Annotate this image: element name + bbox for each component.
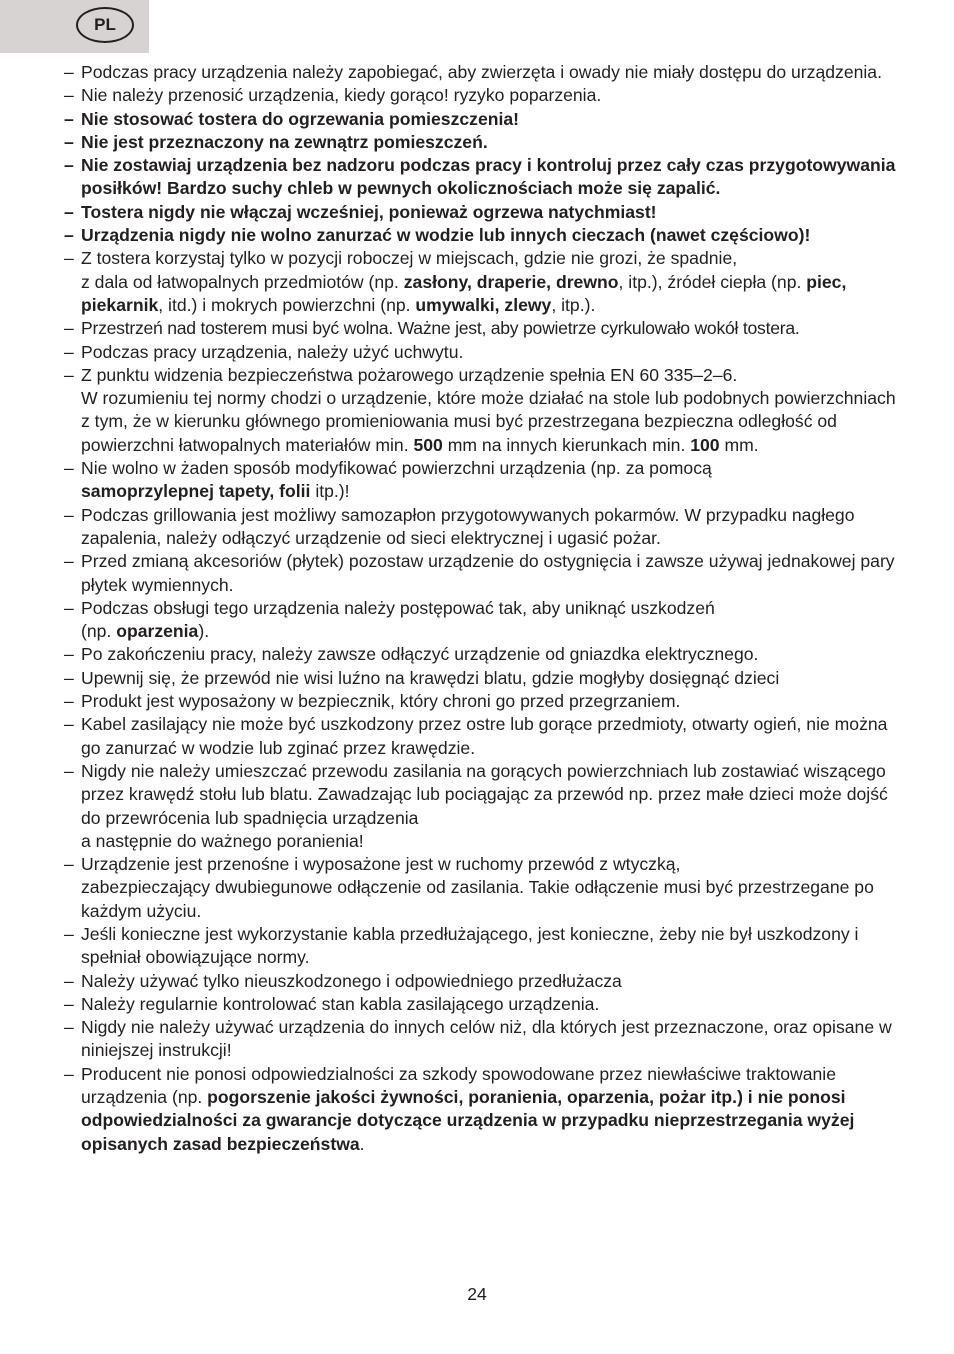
bold-text: 100 [690,434,720,455]
text-run: Po zakończeniu pracy, należy zawsze odłączyć urządzenie od gniazdka elektrycznego. [81,644,759,665]
text-run: Podczas obsługi tego urządzenia należy postępować tak, aby uniknąć uszkodzeń [81,597,715,618]
list-item [64,84,906,107]
text-run: Producent nie ponosi odpowiedzialności za szkody spowodowane przez niewłaściwe traktowanie urządzenia (np. [81,1063,837,1108]
safety-instructions-list [64,61,906,1156]
text-run: . [359,1133,365,1154]
list-item [64,108,906,131]
text-run: mm na innych kierunkach min. [442,434,691,455]
list-item [64,597,906,644]
list-item [64,247,906,317]
text-run: ). [198,621,210,642]
bold-text: Nie jest przeznaczony na zewnątrz pomieszczeń. [81,131,488,152]
text-run: Przestrzeń nad tosterem musi być wolna. Ważne jest, aby powietrze cyrkulowało wokół tostera. [81,318,800,339]
list-item [64,364,906,457]
list-item [64,713,906,760]
bold-text: Nie zostawiaj urządzenia bez nadzoru podczas pracy i kontroluj przez cały czas przygotowywania posiłków! Bardzo suchy chleb w pewnych okolicznościach może się zapalić. [81,155,896,199]
list-item [64,504,906,551]
text-run: Nie należy przenosić urządzenia, kiedy gorąco! ryzyko poparzenia. [81,85,602,106]
language-badge: PL [76,7,134,43]
text-run: , itp.). [551,294,596,315]
list-item [64,760,906,853]
text-run: Z tostera korzystaj tylko w pozycji roboczej w miejscach, gdzie nie grozi, że spadnie, [81,248,738,269]
text-run: Z punktu widzenia bezpieczeństwa pożarowego urządzenie spełnia EN 60 335–2–6. [81,364,738,385]
list-item [64,643,906,666]
text-run: mm. [719,434,759,455]
text-run: z dala od łatwopalnych przedmiotów (np. [81,271,404,292]
list-item [64,317,906,340]
text-run: (np. [81,621,117,642]
bold-text: Nie stosować tostera do ogrzewania pomieszczenia! [81,108,520,129]
list-item [64,690,906,713]
text-run: Podczas grillowania jest możliwy samozapłon przygotowywanych pokarmów. W przypadku nagłego zapalenia, należy odłączyć urządzenie od sieci elektrycznej i ugasić pożar. [81,504,855,548]
bold-text: Tostera nigdy nie włączaj wcześniej, ponieważ ogrzewa natychmiast! [81,201,657,222]
text-run: Nie wolno w żaden sposób modyfikować powierzchni urządzenia (np. za pomocą [81,458,712,479]
bold-text: pogorszenie jakości żywności, poranienia, oparzenia, pożar itp.) i nie ponosi odpowiedzialności za gwarancje dotyczące urządzenia w przypadku nieprzestrzegania wyżej opisanych zasad bezpieczeństwa [81,1087,855,1154]
text-run: Należy używać tylko nieuszkodzonego i odpowiedniego przedłużacza [81,970,622,991]
text-run: Urządzenie jest przenośne i wyposażone jest w ruchomy przewód z wtyczką, [81,854,681,875]
text-run: itp.)! [310,481,350,502]
list-item [64,201,906,224]
text-run: a następnie do ważnego poranienia! [81,830,364,851]
bold-text: oparzenia [116,621,199,642]
list-item [64,550,906,597]
text-run: Przed zmianą akcesoriów (płytek) pozostaw urządzenie do ostygnięcia i zawsze używaj jednakowej pary płytek wymiennych. [81,551,895,595]
text-run: Nigdy nie należy umieszczać przewodu zasilania na gorących powierzchniach lub zostawiać wiszącego przez krawędź stołu lub blatu. Zawadzając lub pociągając za przewód np. przez małe dzieci może dojść do przewrócenia lub spadnięcia urządzenia [81,760,888,828]
list-item [64,970,906,993]
text-run: , itp.), źródeł ciepła (np. [618,271,807,292]
list-item [64,224,906,247]
text-run: Należy regularnie kontrolować stan kabla zasilającego urządzenia. [81,993,600,1014]
list-item [64,923,906,970]
text-run: Nigdy nie należy używać urządzenia do innych celów niż, dla których jest przeznaczone, oraz opisane w niniejszej instrukcji! [81,1017,892,1061]
list-item [64,154,906,201]
bold-text: 500 [413,434,443,455]
list-item [64,667,906,690]
text-run: W rozumieniu tej normy chodzi o urządzenie, które może działać na stole lub podobnych powierzchniach z tym, że w kierunku głównego promieniowania musi być przestrzegana bezpieczna odległość od powierzchni łatwopalnych materiałów min. [81,388,896,455]
list-item [64,61,906,84]
text-run: Podczas pracy urządzenia, należy użyć uchwytu. [81,341,464,362]
text-run: zabezpieczający dwubiegunowe odłączenie od zasilania. Takie odłączenie musi być przestrzegane po każdym użyciu. [81,877,874,921]
list-item [64,853,906,923]
page-number: 24 [467,1284,487,1304]
language-tab [0,0,149,53]
list-item [64,1016,906,1063]
bold-text: umywalki, zlewy [415,294,552,315]
text-run: Upewnij się, że przewód nie wisi luźno na krawędzi blatu, gdzie mogłyby dosięgnąć dzieci [81,667,780,688]
text-run: Kabel zasilający nie może być uszkodzony przez ostre lub gorące przedmioty, otwarty ogień, nie można go zanurzać w wodzie lub zginać przez krawędzie. [81,714,888,758]
list-item [64,993,906,1016]
list-item [64,1063,906,1156]
list-item [64,457,906,504]
bold-text: samoprzylepnej tapety, folii [81,481,311,502]
bold-text: zasłony, draperie, drewno [403,271,619,292]
bold-text: Urządzenia nigdy nie wolno zanurzać w wodzie lub innych cieczach (nawet częściowo)! [81,225,811,246]
bold-text: piec, piekarnik [81,271,847,315]
text-run: Jeśli konieczne jest wykorzystanie kabla przedłużającego, jest konieczne, żeby nie był uszkodzony i spełniał obowiązujące normy. [81,923,859,968]
list-item [64,341,906,364]
list-item [64,131,906,154]
text-run: , itd.) i mokrych powierzchni (np. [158,294,416,315]
text-run: Podczas pracy urządzenia należy zapobiegać, aby zwierzęta i owady nie miały dostępu do urządzenia. [81,62,882,82]
text-run: Produkt jest wyposażony w bezpiecznik, który chroni go przed przegrzaniem. [81,691,681,712]
